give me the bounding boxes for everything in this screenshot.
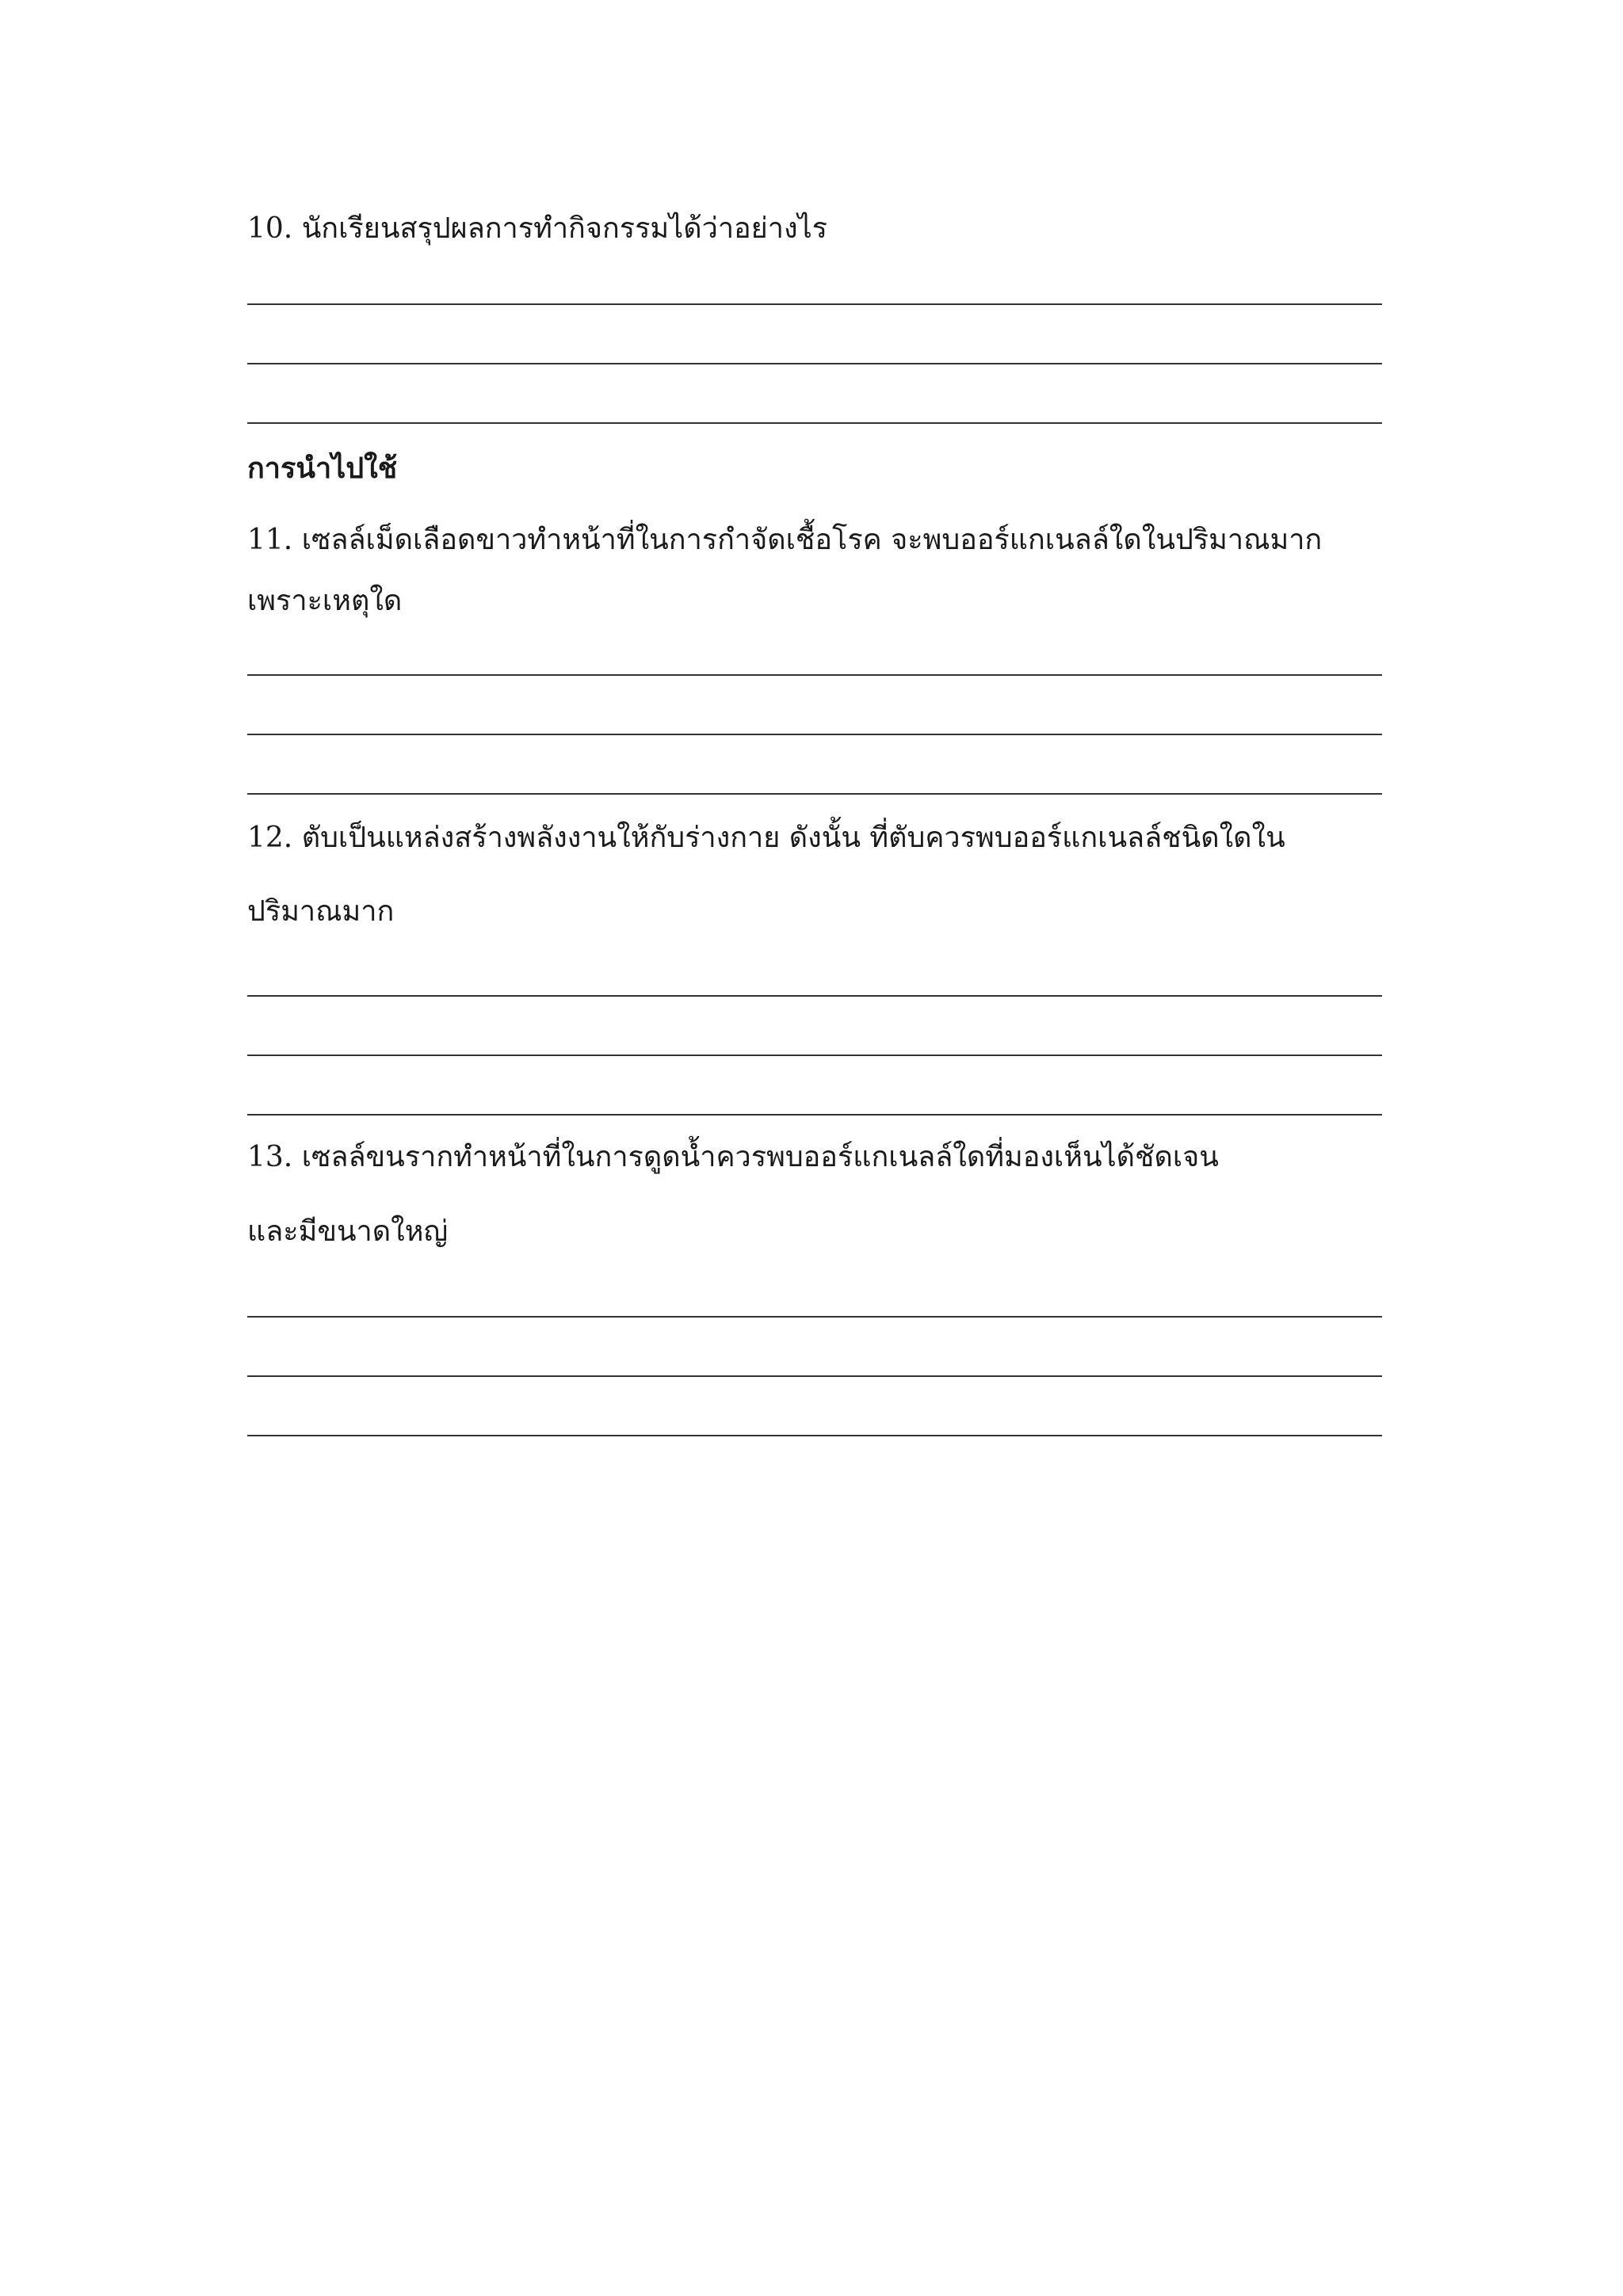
answer-line-q12-1[interactable] [247, 995, 1382, 997]
question-11-prompt-line-2: เพราะเหตุใด [247, 585, 403, 617]
answer-line-q11-1[interactable] [247, 674, 1382, 676]
answer-line-q10-1[interactable] [247, 303, 1382, 305]
answer-line-q11-2[interactable] [247, 734, 1382, 735]
answer-line-q13-3[interactable] [247, 1435, 1382, 1436]
question-13-prompt-line-2: และมีขนาดใหญ่ [247, 1215, 449, 1248]
answer-line-q10-2[interactable] [247, 363, 1382, 364]
question-13-prompt-line-1: 13. เซลล์ขนรากทำหน้าที่ในการดูดน้ำควรพบออร์แกเนลล์ใดที่มองเห็นได้ชัดเจน [247, 1141, 1219, 1173]
answer-line-q11-3[interactable] [247, 793, 1382, 795]
answer-line-q12-2[interactable] [247, 1055, 1382, 1056]
answer-line-q13-1[interactable] [247, 1316, 1382, 1318]
answer-line-q10-3[interactable] [247, 422, 1382, 424]
question-12-prompt-line-2: ปริมาณมาก [247, 895, 395, 928]
answer-line-q13-2[interactable] [247, 1375, 1382, 1377]
question-12-prompt-line-1: 12. ตับเป็นแหล่งสร้างพลังงานให้กับร่างกาย ดังนั้น ที่ตับควรพบออร์แกเนลล์ชนิดใดใน [247, 822, 1285, 854]
question-10-prompt: 10. นักเรียนสรุปผลการทำกิจกรรมได้ว่าอย่างไร [247, 212, 828, 245]
question-11-prompt-line-1: 11. เซลล์เม็ดเลือดขาวทำหน้าที่ในการกำจัดเชื้อโรค จะพบออร์แกเนลล์ใดในปริมาณมาก [247, 524, 1323, 556]
section-heading-application: การนำไปใช้ [247, 452, 398, 485]
answer-line-q12-3[interactable] [247, 1114, 1382, 1116]
